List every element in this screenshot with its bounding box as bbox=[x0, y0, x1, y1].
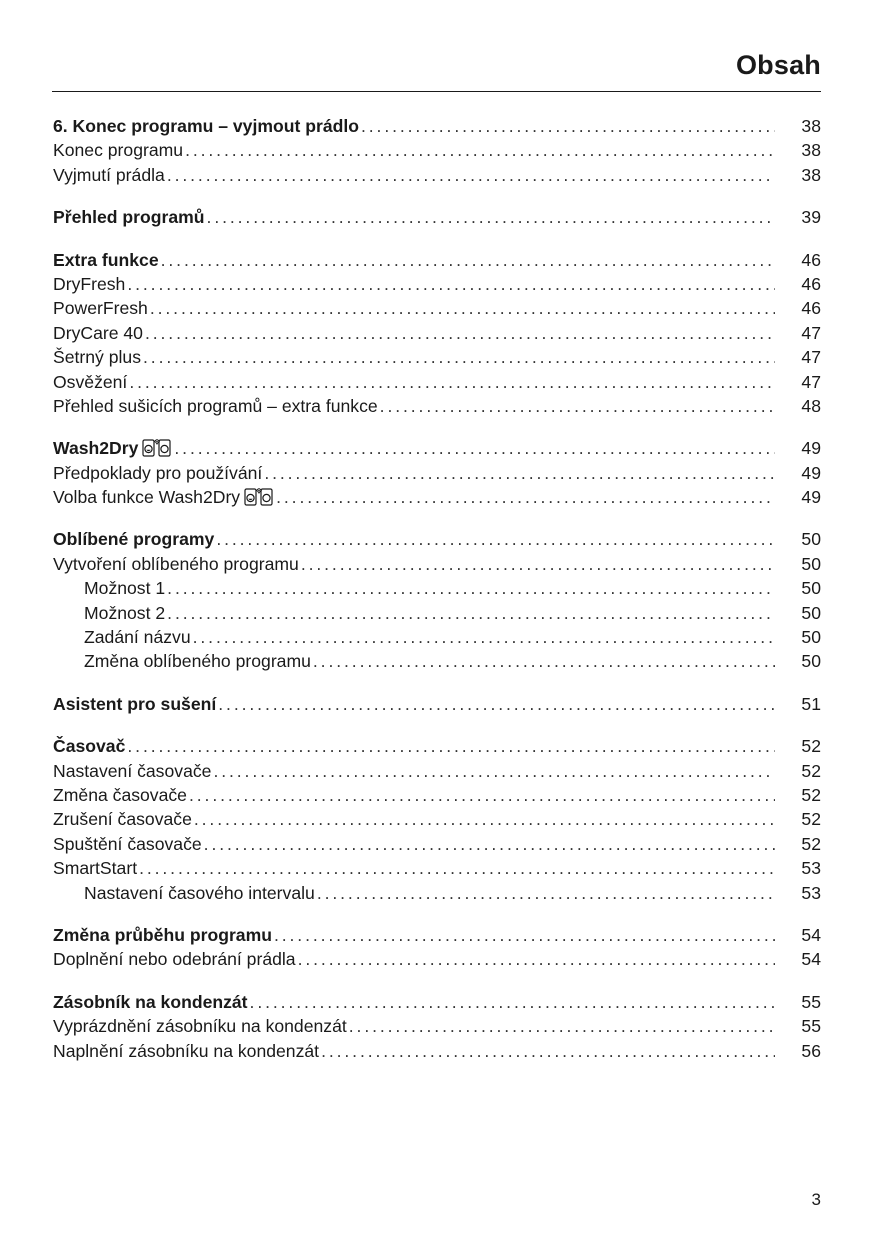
dot-leader bbox=[167, 163, 775, 187]
dot-leader bbox=[216, 527, 775, 551]
toc-heading[interactable] bbox=[53, 527, 821, 551]
toc-entry-text: Přehled programů bbox=[53, 207, 205, 228]
toc-group bbox=[53, 205, 821, 229]
toc-entry[interactable] bbox=[53, 321, 821, 345]
toc-entry-label bbox=[53, 370, 127, 394]
toc-entry-label bbox=[53, 807, 192, 831]
toc-entry[interactable] bbox=[53, 625, 821, 649]
toc-entry-label bbox=[53, 114, 359, 138]
dot-leader bbox=[174, 436, 775, 460]
toc-entry-text: Doplnění nebo odebrání prádla bbox=[53, 949, 296, 970]
toc-entry-text: Volba funkce Wash2Dry bbox=[53, 487, 241, 508]
toc-heading[interactable] bbox=[53, 692, 821, 716]
toc-group bbox=[53, 692, 821, 716]
toc-heading[interactable] bbox=[53, 205, 821, 229]
toc-entry-label bbox=[84, 881, 315, 905]
toc-entry[interactable] bbox=[53, 272, 821, 296]
toc-page-number: 49 bbox=[801, 462, 821, 483]
toc-entry[interactable] bbox=[53, 163, 821, 187]
page-title: Obsah bbox=[735, 50, 821, 80]
toc-page-number: 53 bbox=[801, 882, 821, 903]
toc-entry-text: Přehled sušicích programů – extra funkce bbox=[53, 395, 378, 416]
toc-entry-label bbox=[53, 345, 141, 369]
dot-leader bbox=[167, 576, 775, 600]
toc-page-number: 52 bbox=[801, 784, 821, 805]
toc-page-number: 50 bbox=[801, 627, 821, 648]
toc-entry-text: PowerFresh bbox=[53, 298, 148, 319]
toc-group bbox=[53, 527, 821, 673]
toc-entry-text: Nastavení časového intervalu bbox=[84, 882, 315, 903]
toc-page-number: 50 bbox=[801, 602, 821, 623]
toc-page-number: 49 bbox=[801, 438, 821, 459]
dot-leader bbox=[380, 394, 775, 418]
toc-entry-text: DryCare 40 bbox=[53, 322, 143, 343]
dot-leader bbox=[194, 807, 775, 831]
toc-entry-label bbox=[53, 552, 299, 576]
dot-leader bbox=[349, 1014, 775, 1038]
toc-heading[interactable] bbox=[53, 248, 821, 272]
toc-page-number: 38 bbox=[801, 164, 821, 185]
toc-entry[interactable] bbox=[53, 485, 821, 509]
toc-entry[interactable] bbox=[53, 370, 821, 394]
toc-heading[interactable] bbox=[53, 436, 821, 460]
dot-leader bbox=[204, 832, 775, 856]
toc-page-number: 52 bbox=[801, 736, 821, 757]
toc-page-number: 47 bbox=[801, 322, 821, 343]
dot-leader bbox=[145, 321, 775, 345]
toc-page-number: 51 bbox=[801, 693, 821, 714]
toc-entry-label bbox=[84, 601, 165, 625]
toc-entry[interactable] bbox=[53, 807, 821, 831]
toc-entry-text: Možnost 1 bbox=[84, 578, 166, 599]
dot-leader bbox=[301, 552, 775, 576]
toc-entry-text: Oblíbené programy bbox=[53, 529, 215, 550]
toc-entry[interactable] bbox=[53, 1014, 821, 1038]
toc-heading[interactable] bbox=[53, 734, 821, 758]
toc-page-number: 55 bbox=[801, 991, 821, 1012]
toc-entry-text: Vyjmutí prádla bbox=[53, 164, 165, 185]
toc-entry-text: Šetrný plus bbox=[53, 347, 142, 368]
toc-heading[interactable] bbox=[53, 114, 821, 138]
toc-entry-text: Nastavení časovače bbox=[53, 760, 212, 781]
toc-entry-text: Wash2Dry bbox=[53, 438, 139, 459]
toc-entry[interactable] bbox=[53, 138, 821, 162]
dot-leader bbox=[274, 923, 775, 947]
toc-entry-text: Vyprázdnění zásobníku na kondenzát bbox=[53, 1016, 347, 1037]
toc-entry-text: Předpoklady pro používání bbox=[53, 462, 263, 483]
dot-leader bbox=[150, 296, 775, 320]
toc-page-number: 47 bbox=[801, 371, 821, 392]
toc-entry-label bbox=[53, 759, 211, 783]
toc-page-number: 46 bbox=[801, 249, 821, 270]
toc-entry[interactable] bbox=[53, 461, 821, 485]
dot-leader bbox=[129, 370, 775, 394]
toc-entry-text: Změna průběhu programu bbox=[53, 924, 272, 945]
toc-entry-label bbox=[84, 649, 311, 673]
toc-entry[interactable] bbox=[53, 759, 821, 783]
toc-entry[interactable] bbox=[53, 832, 821, 856]
toc-entry-label bbox=[53, 485, 274, 509]
toc-entry-label bbox=[84, 576, 165, 600]
toc-entry-text: SmartStart bbox=[53, 858, 138, 879]
toc-entry-text: Změna časovače bbox=[53, 784, 187, 805]
table-of-contents bbox=[53, 114, 821, 1081]
toc-entry-label bbox=[53, 1039, 319, 1063]
toc-group bbox=[53, 114, 821, 187]
dot-leader bbox=[218, 692, 775, 716]
dot-leader bbox=[313, 649, 775, 673]
dot-leader bbox=[161, 248, 775, 272]
dot-leader bbox=[189, 783, 775, 807]
toc-entry[interactable] bbox=[53, 601, 821, 625]
toc-page-number: 52 bbox=[801, 833, 821, 854]
toc-entry-label bbox=[53, 248, 159, 272]
toc-entry-label bbox=[53, 947, 296, 971]
toc-entry-label bbox=[53, 461, 262, 485]
toc-group bbox=[53, 734, 821, 905]
toc-entry[interactable] bbox=[53, 345, 821, 369]
toc-page-number: 52 bbox=[801, 809, 821, 830]
dot-leader bbox=[276, 485, 775, 509]
toc-heading[interactable] bbox=[53, 990, 821, 1014]
toc-entry-text: Zadání názvu bbox=[84, 627, 191, 648]
toc-entry-label bbox=[53, 163, 165, 187]
toc-entry-label bbox=[53, 856, 137, 880]
toc-entry-text: Změna oblíbeného programu bbox=[84, 651, 311, 672]
dot-leader bbox=[127, 734, 775, 758]
dot-leader bbox=[127, 272, 775, 296]
wash2dry-icon bbox=[142, 436, 172, 458]
toc-entry-text: Konec programu bbox=[53, 140, 184, 161]
toc-entry-text: Osvěžení bbox=[53, 371, 128, 392]
toc-page-number: 53 bbox=[801, 858, 821, 879]
toc-entry-text: DryFresh bbox=[53, 273, 126, 294]
toc-entry-label bbox=[53, 321, 143, 345]
toc-group bbox=[53, 923, 821, 972]
dot-leader bbox=[207, 205, 775, 229]
toc-entry-label bbox=[53, 527, 214, 551]
toc-group bbox=[53, 436, 821, 509]
dot-leader bbox=[361, 114, 775, 138]
toc-entry[interactable] bbox=[53, 947, 821, 971]
toc-page-number: 54 bbox=[801, 949, 821, 970]
wash2dry-icon bbox=[244, 485, 274, 507]
dot-leader bbox=[143, 345, 775, 369]
toc-entry-label bbox=[53, 272, 125, 296]
toc-page-number: 52 bbox=[801, 760, 821, 781]
toc-page-number: 46 bbox=[801, 298, 821, 319]
toc-page-number: 54 bbox=[801, 924, 821, 945]
dot-leader bbox=[321, 1039, 775, 1063]
toc-page-number: 50 bbox=[801, 651, 821, 672]
toc-page-number: 55 bbox=[801, 1016, 821, 1037]
dot-leader bbox=[250, 990, 775, 1014]
dot-leader bbox=[213, 759, 775, 783]
toc-entry[interactable] bbox=[53, 394, 821, 418]
toc-page-number: 49 bbox=[801, 487, 821, 508]
toc-page-number: 50 bbox=[801, 529, 821, 550]
toc-entry[interactable] bbox=[53, 1039, 821, 1063]
toc-entry-label bbox=[53, 296, 148, 320]
toc-entry-text: Spuštění časovače bbox=[53, 833, 202, 854]
toc-entry[interactable] bbox=[53, 576, 821, 600]
toc-page-number: 50 bbox=[801, 578, 821, 599]
toc-entry-text: Možnost 2 bbox=[84, 602, 166, 623]
toc-group bbox=[53, 248, 821, 419]
toc-entry-label bbox=[53, 1014, 347, 1038]
toc-entry-label bbox=[53, 923, 272, 947]
toc-entry-label bbox=[53, 205, 205, 229]
toc-entry-label bbox=[53, 394, 378, 418]
toc-entry-text: Extra funkce bbox=[53, 249, 159, 270]
toc-page-number: 50 bbox=[801, 553, 821, 574]
toc-entry-label bbox=[84, 625, 191, 649]
toc-entry-text: Naplnění zásobníku na kondenzát bbox=[53, 1040, 320, 1061]
toc-page-number: 46 bbox=[801, 273, 821, 294]
toc-entry[interactable] bbox=[53, 649, 821, 673]
toc-entry[interactable] bbox=[53, 552, 821, 576]
toc-heading[interactable] bbox=[53, 923, 821, 947]
toc-entry-text: Zásobník na kondenzát bbox=[53, 991, 248, 1012]
toc-entry-text: 6. Konec programu – vyjmout prádlo bbox=[53, 116, 359, 136]
dot-leader bbox=[139, 856, 775, 880]
toc-entry[interactable] bbox=[53, 783, 821, 807]
toc-entry-text: Zrušení časovače bbox=[53, 809, 192, 830]
toc-entry[interactable] bbox=[53, 296, 821, 320]
dot-leader bbox=[298, 947, 775, 971]
dot-leader bbox=[264, 461, 775, 485]
toc-page-number: 47 bbox=[801, 347, 821, 368]
toc-page-number: 56 bbox=[801, 1040, 821, 1061]
dot-leader bbox=[185, 138, 775, 162]
toc-page-number: 39 bbox=[801, 207, 821, 228]
toc-entry-label bbox=[53, 436, 172, 460]
header-divider bbox=[52, 91, 821, 92]
toc-entry-text: Časovač bbox=[53, 736, 126, 757]
toc-entry-label bbox=[53, 990, 248, 1014]
toc-entry[interactable] bbox=[53, 881, 821, 905]
toc-entry-text: Vytvoření oblíbeného programu bbox=[53, 553, 299, 574]
dot-leader bbox=[193, 625, 775, 649]
toc-entry-label bbox=[53, 734, 125, 758]
toc-page-number: 48 bbox=[801, 395, 821, 416]
toc-page-number: 38 bbox=[801, 116, 821, 136]
toc-entry[interactable] bbox=[53, 856, 821, 880]
toc-group bbox=[53, 990, 821, 1063]
toc-entry-label bbox=[53, 783, 187, 807]
dot-leader bbox=[317, 881, 775, 905]
toc-page-number: 38 bbox=[801, 140, 821, 161]
dot-leader bbox=[167, 601, 775, 625]
toc-entry-label bbox=[53, 832, 202, 856]
toc-entry-text: Asistent pro sušení bbox=[53, 693, 217, 714]
toc-entry-label bbox=[53, 138, 183, 162]
toc-entry-label bbox=[53, 692, 216, 716]
page-number: 3 bbox=[811, 1190, 821, 1209]
